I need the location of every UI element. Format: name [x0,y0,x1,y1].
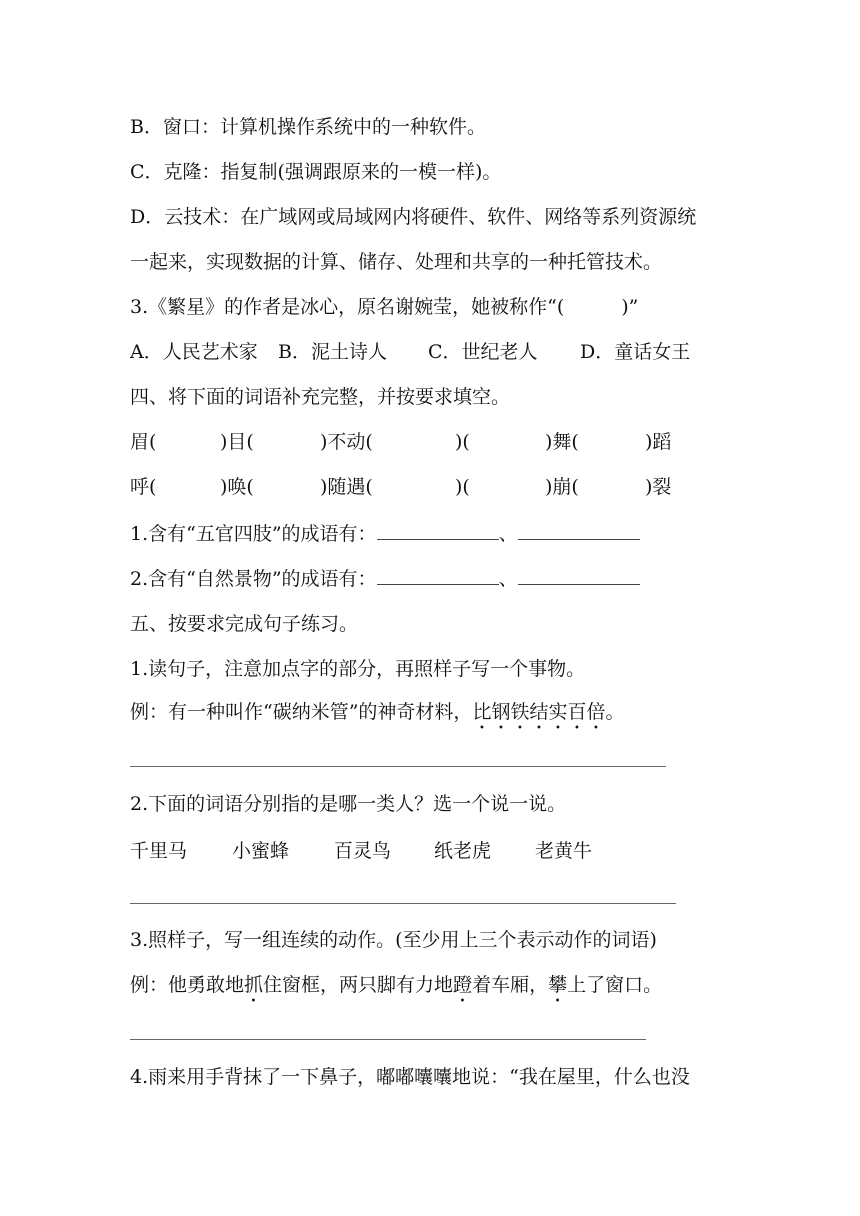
example-text: 着车厢， [472,974,549,996]
dotted-text: 比钢铁结实百倍 [472,701,606,723]
idiom-question-2-label: 2.含有“自然景物”的成语有： [130,568,377,590]
answer-blank[interactable] [518,566,640,585]
example-text: 例：有一种叫作“碳纳米管”的神奇材料， [130,701,473,723]
example-text: 。 [605,701,625,723]
answer-blank[interactable] [377,521,499,540]
option-b: B．窗口：计算机操作系统中的一种软件。 [130,116,486,138]
fill-cell: 呼( [130,476,157,498]
word-item: 小蜜蜂 [232,840,290,862]
word-item: 老黄牛 [535,840,593,862]
fill-cell: )崩( [545,476,579,498]
sentence-3-example [130,971,662,1007]
word-item: 千里马 [130,840,188,862]
section-4-title: 四、将下面的词语补充完整，并按要求填空。 [130,386,511,408]
fill-cell: )目( [220,431,254,453]
fill-cell: )舞( [545,431,579,453]
sentence-1-example [130,698,624,734]
fill-cell: )唤( [220,476,254,498]
sentence-2: 2.下面的词语分别指的是哪一类人？选一个说一说。 [130,793,567,815]
dotted-text: 攀 [548,974,568,996]
word-item: 百灵鸟 [334,840,392,862]
answer-line[interactable] [130,1039,646,1040]
option-d-line2: 一起来，实现数据的计算、储存、处理和共享的一种托管技术。 [130,251,663,273]
option-c: C．克隆：指复制(强调跟原来的一模一样)。 [130,161,502,183]
q3-option-b: B．泥土诗人 [278,341,387,363]
example-text: 住窗框，两只脚有力地 [263,974,454,996]
answer-line[interactable] [130,766,666,767]
fill-cell: )( [455,476,470,498]
idiom-question-1-label: 1.含有“五官四肢”的成语有： [130,523,377,545]
answer-blank[interactable] [518,521,640,540]
question-3: 3.《繁星》的作者是冰心，原名谢婉莹，她被称作“( )” [130,296,639,318]
idiom-question-2 [130,565,640,593]
separator: 、 [498,523,518,545]
fill-cell: )蹈 [645,431,672,453]
q3-option-c: C．世纪老人 [428,341,538,363]
sentence-1: 1.读句子，注意加点字的部分，再照样子写一个事物。 [130,658,586,680]
example-text: 例：他勇敢地 [130,974,245,996]
option-d-line1: D．云技术：在广域网或局域网内将硬件、软件、网络等系列资源统 [130,206,697,228]
answer-line[interactable] [130,903,676,904]
section-5-title: 五、按要求完成句子练习。 [130,613,359,635]
word-item: 纸老虎 [434,840,492,862]
sentence-3: 3.照样子，写一组连续的动作。(至少用上三个表示动作的词语) [130,929,657,951]
dotted-text: 抓 [244,974,264,996]
answer-blank[interactable] [377,566,499,585]
fill-cell: )( [455,431,470,453]
q3-option-a: A．人民艺术家 [130,341,258,363]
fill-cell: 眉( [130,431,157,453]
separator: 、 [498,568,518,590]
example-text: 上了窗口。 [567,974,663,996]
q3-option-d: D．童话女王 [580,341,691,363]
fill-cell: )随遇( [320,476,373,498]
fill-cell: )裂 [645,476,672,498]
fill-cell: )不动( [320,431,373,453]
dotted-text: 蹬 [453,974,473,996]
sentence-4: 4.雨来用手背抹了一下鼻子，嘟嘟囔囔地说：“我在屋里，什么也没 [130,1066,690,1088]
idiom-question-1 [130,520,640,548]
